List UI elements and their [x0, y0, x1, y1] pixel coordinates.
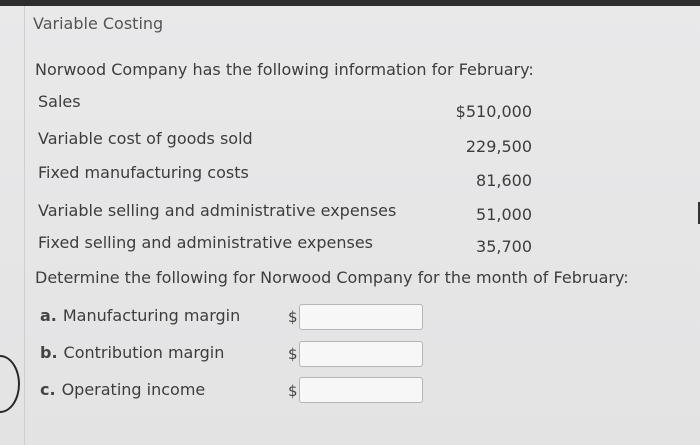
question-letter: b.	[40, 343, 58, 362]
row-value-variable-cogs: 229,500	[465, 137, 532, 156]
question-label: Manufacturing margin	[62, 306, 241, 325]
problem-intro: Norwood Company has the following information for February:	[35, 60, 534, 79]
row-label-variable-cogs: Variable cost of goods sold	[38, 129, 253, 148]
question-label: Contribution margin	[63, 343, 225, 362]
row-label-fixed-manufacturing: Fixed manufacturing costs	[38, 163, 249, 182]
question-operating-income	[40, 380, 205, 399]
question-manufacturing-margin	[40, 306, 240, 325]
row-label-variable-selling-admin: Variable selling and administrative expenses	[38, 201, 397, 220]
currency-symbol: $	[288, 308, 298, 326]
navigation-edge-arc	[0, 355, 20, 413]
row-value-fixed-manufacturing: 81,600	[476, 171, 532, 190]
row-value-sales: $510,000	[455, 102, 532, 121]
row-value-fixed-selling-admin: 35,700	[476, 237, 532, 256]
manufacturing-margin-input[interactable]	[299, 304, 423, 330]
row-value-variable-selling-admin: 51,000	[476, 205, 532, 224]
operating-income-input[interactable]	[299, 377, 423, 403]
row-label-sales: Sales	[38, 92, 81, 111]
question-letter: c.	[40, 380, 56, 399]
question-letter: a.	[40, 306, 57, 325]
page-title: Variable Costing	[33, 14, 164, 33]
contribution-margin-input[interactable]	[299, 341, 423, 367]
row-label-fixed-selling-admin: Fixed selling and administrative expenses	[38, 233, 374, 252]
question-label: Operating income	[61, 380, 206, 399]
currency-symbol: $	[288, 345, 298, 363]
instructions-prompt: Determine the following for Norwood Company for the month of February:	[35, 268, 629, 287]
currency-symbol: $	[288, 382, 298, 400]
question-contribution-margin	[40, 343, 224, 362]
